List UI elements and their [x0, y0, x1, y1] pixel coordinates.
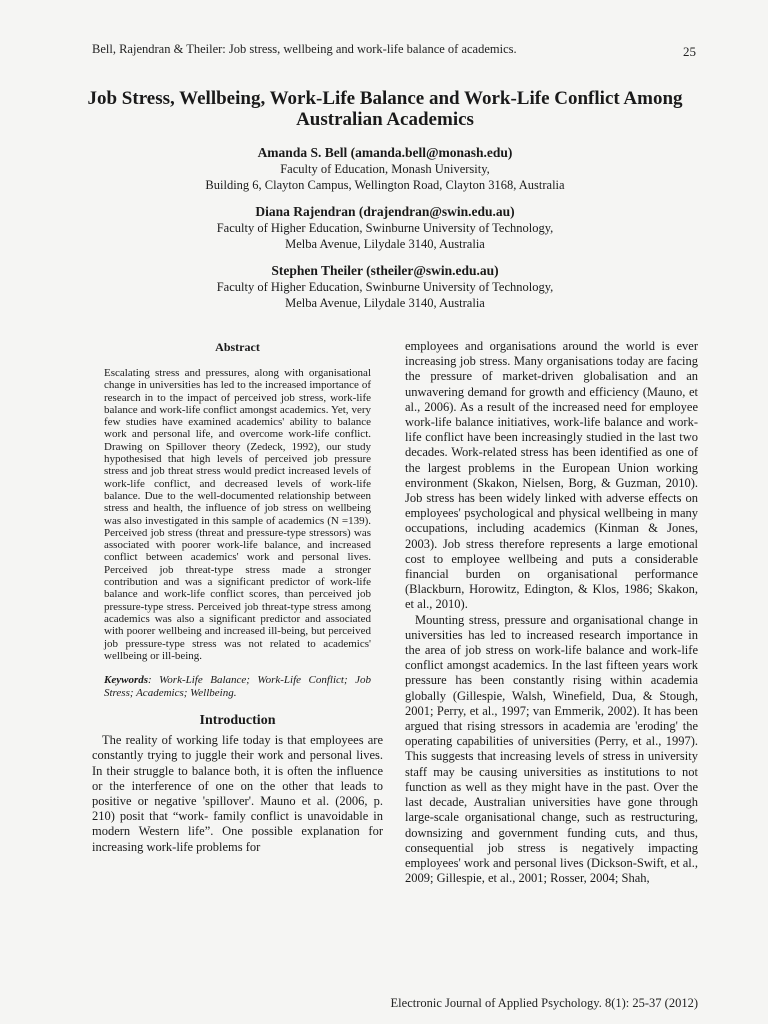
abstract-body: Escalating stress and pressures, along with organisational change in universities has led to the increased importance of research in to the impact of perceived job stress, work-life balance and work-life conflict amongst academics. Yet, very few studies have examined academics' ability to balance work and personal life, and overcome work-life conflict. Drawing on Spillover theory (Zedeck, 1992), our study hypothesised that high levels of perceived job pressure stress and job threat stress would predict increased levels of work-life conflict, and decreased levels of work-life balance. Due to the well-documented relationship between stress and health, the influence of job stress on wellbeing was also investigated in this sample of academics (N =139). Perceived job stress (threat and pressure-type stressors) was associated with poorer work-life balance, and increased conflict between academics' work and personal lives. Perceived job threat-type stress made a stronger contribution and was a significant predictor of work-life balance and work-life conflict scores, than perceived job pressure-type stress. Perceived job threat-type stress among academics was also a significant predictor and associated with poorer wellbeing and increased ill-being, but perceived job pressure-type stress was not related to academics' wellbeing or ill-being.	[104, 367, 371, 662]
author-block	[60, 203, 710, 252]
author-name: Stephen Theiler (stheiler@swin.edu.au)	[271, 263, 499, 278]
journal-footer: Electronic Journal of Applied Psychology. 8(1): 25-37 (2012)	[390, 996, 698, 1010]
author-affiliation: Faculty of Higher Education, Swinburne University of Technology,	[216, 221, 554, 235]
title-block	[60, 88, 710, 321]
keywords-list: : Work-Life Balance; Work-Life Conflict; Job Stress; Academics; Wellbeing.	[104, 674, 371, 700]
introduction-paragraph: Mounting stress, pressure and organisational change in universities has led to increased research importance in the area of job stress on work-life balance and work-life conflict amongst academics. In the last fifteen years work pressure has been constantly rising within academia globally (Gillespie, Walsh, Winefield, Dua, & Stough, 2001; Perry, et al., 1997; van Emmerik, 2002). It has been argued that rising stressors in academia are 'eroding' the operating capabilities of universities (Perry, et al., 1997). This suggests that increasing levels of stress in university staff may be causing universities as institutions to not function as well as they might have in the past. Over the last decade, Australian universities have gone through large-scale organisational change, such as restructuring, downsizing and government funding cuts, and thus, consequential job stress is negatively impacting employees' work and personal lives (Dickson-Swift, et al., 2009; Gillespie, et al., 2001; Rosser, 2004; Shah,	[405, 612, 698, 886]
introduction-paragraph: The reality of working life today is that employees are constantly trying to juggle their work and personal lives. In their struggle to balance both, it is often the influence or the interference of one on the other that leads to positive or negative 'spillover'. Mauno et al. (2006, p. 210) posit that “work- family conflict is unavoidable in modern Western life”. One possible explanation for increasing work-life problems for	[92, 733, 383, 854]
author-affiliation: Faculty of Higher Education, Swinburne University of Technology,	[216, 280, 554, 294]
running-head: Bell, Rajendran & Theiler: Job stress, wellbeing and work-life balance of academics.	[92, 42, 517, 56]
left-column	[92, 340, 383, 855]
keywords-label: Keywords	[104, 674, 148, 687]
introduction-paragraph-continued: employees and organisations around the world is ever increasing job stress. Many organisations today are facing the pressure of market-driven globalisation and an unwavering demand for growth and efficiency (Mauno, et al., 2006). As a result of the increased need for employee work-life balance initiatives, work-life balance and work-life conflict have been increasingly studied in the last two decades. Work-related stress has been identified as one of the largest problems in the European Union working environment (Skakon, Nielsen, Borg, & Guzman, 2010). Job stress has been widely linked with adverse effects on employees' psychological and physical wellbeing in many occupations, including academics (Kinman & Jones, 2003). Job stress therefore represents a large emotional cost to employee wellbeing and puts a considerable financial burden on organisational performance (Blackburn, Horowitz, Edington, & Klos, 1986; Skakon, et al., 2010).	[405, 339, 698, 612]
author-affiliation: Melba Avenue, Lilydale 3140, Australia	[285, 237, 485, 251]
introduction-heading: Introduction	[199, 713, 276, 729]
author-name: Amanda S. Bell (amanda.bell@monash.edu)	[257, 145, 513, 160]
paper-title: Job Stress, Wellbeing, Work-Life Balance and Work-Life Conflict Among Australian Academics	[87, 88, 683, 130]
page-number: 25	[683, 44, 696, 59]
right-column	[405, 339, 698, 886]
author-name: Diana Rajendran (drajendran@swin.edu.au)	[255, 204, 515, 219]
author-affiliation: Building 6, Clayton Campus, Wellington Road, Clayton 3168, Australia	[205, 178, 565, 192]
author-block	[60, 144, 710, 193]
author-block	[60, 262, 710, 311]
abstract-heading: Abstract	[215, 340, 260, 354]
author-affiliation: Faculty of Education, Monash University,	[280, 162, 490, 176]
author-affiliation: Melba Avenue, Lilydale 3140, Australia	[285, 296, 485, 310]
keywords	[104, 674, 371, 700]
